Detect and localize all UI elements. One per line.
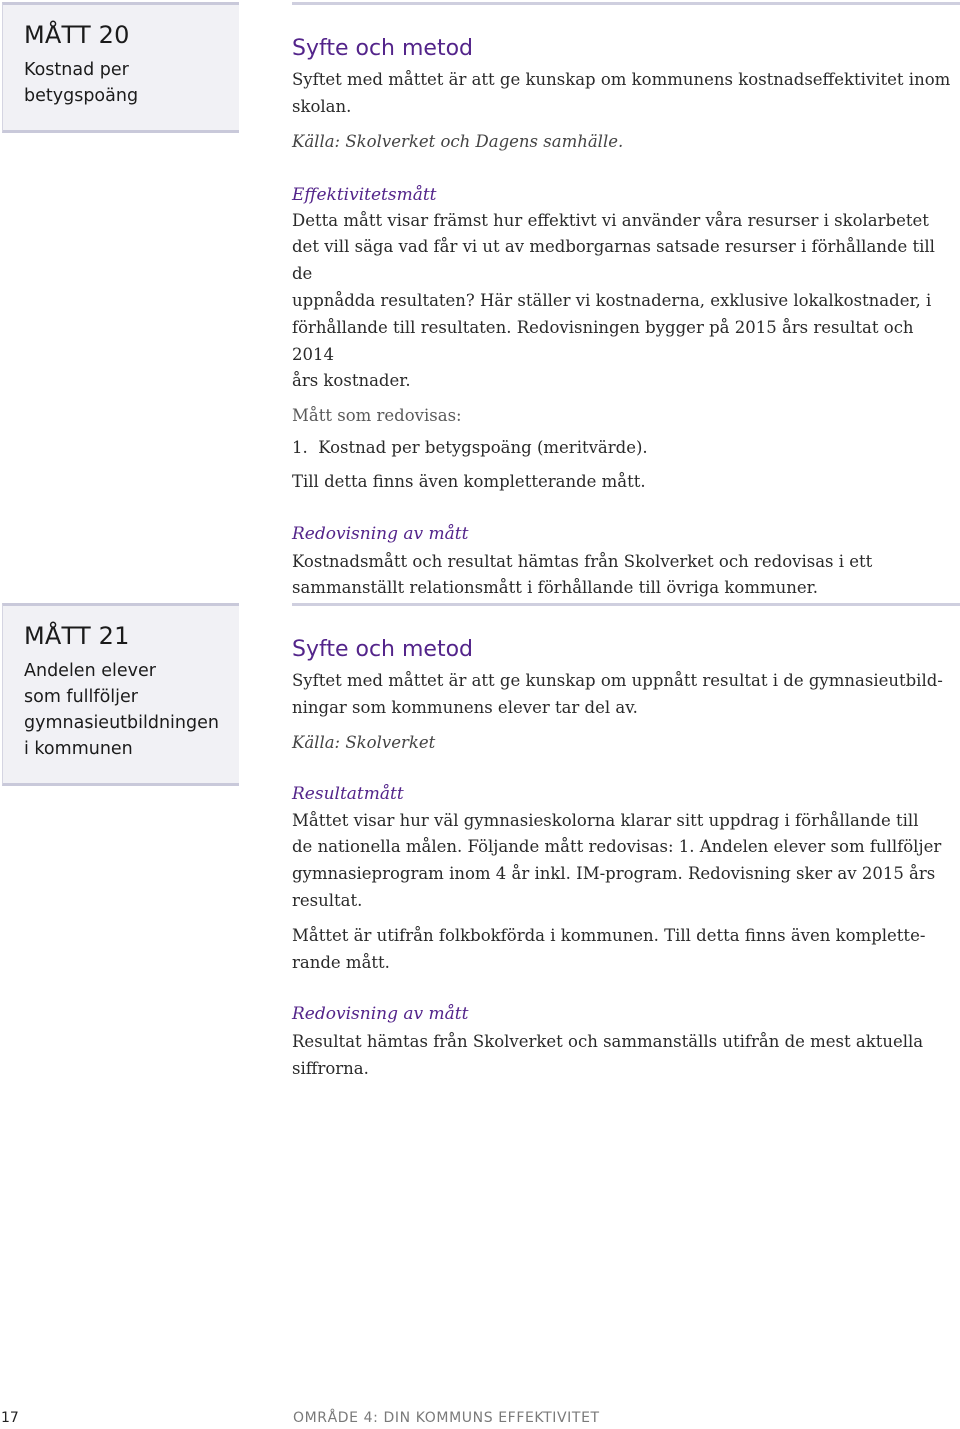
syfte-paragraph bbox=[292, 67, 957, 121]
text-line: rande mått. bbox=[292, 952, 390, 972]
measure-20-content bbox=[292, 34, 957, 602]
redovisning-paragraph bbox=[292, 549, 957, 603]
text-line: års kostnader. bbox=[292, 371, 411, 391]
measure-21-title: MÅTT 21 bbox=[24, 622, 130, 650]
text-line: Resultat hämtas från Skolverket och sammanställs utifrån de mest aktuella bbox=[292, 1032, 924, 1052]
text-line: skolan. bbox=[292, 96, 352, 116]
section-divider bbox=[292, 603, 960, 606]
section-divider bbox=[292, 2, 960, 5]
syfte-heading: Syfte och metod bbox=[292, 637, 474, 662]
syfte-paragraph bbox=[292, 668, 957, 722]
komplettering-text: Till detta finns även kompletterande mått. bbox=[292, 471, 646, 491]
measure-21-content bbox=[292, 635, 957, 1083]
text-line: siffrorna. bbox=[292, 1059, 369, 1079]
source-note: Källa: Skolverket och Dagens samhälle. bbox=[292, 131, 624, 151]
measure-20-subtitle-line: betygspoäng bbox=[24, 86, 139, 106]
redovisning-heading: Redovisning av mått bbox=[292, 523, 469, 544]
page-number: 17 bbox=[1, 1410, 19, 1426]
footer-section-title: OMRÅDE 4: DIN KOMMUNS EFFEKTIVITET bbox=[293, 1410, 600, 1426]
text-line: gymnasieprogram inom 4 år inkl. IM-program. Redovisning sker av 2015 års bbox=[292, 864, 936, 884]
measure-21-subtitle-line: gymnasieutbildningen bbox=[24, 713, 219, 733]
text-line: det vill säga vad får vi ut av medborgarnas satsade resurser i förhållande till de bbox=[292, 237, 935, 284]
measure-21-box bbox=[2, 603, 239, 786]
resultatmatt-heading: Resultatmått bbox=[292, 783, 404, 804]
matt-label: Mått som redovisas: bbox=[292, 406, 462, 426]
redovisning-paragraph bbox=[292, 1029, 957, 1083]
syfte-heading: Syfte och metod bbox=[292, 36, 474, 61]
text-line: sammanställt relationsmått i förhållande till övriga kommuner. bbox=[292, 578, 818, 598]
text-line: förhållande till resultaten. Redovisningen bygger på 2015 års resultat och 2014 bbox=[292, 317, 914, 364]
resultatmatt-paragraph bbox=[292, 808, 957, 915]
text-line: resultat. bbox=[292, 890, 363, 910]
text-line: uppnådda resultaten? Här ställer vi kostnaderna, exklusive lokalkostnader, i bbox=[292, 290, 932, 310]
measure-20-subtitle bbox=[24, 57, 239, 109]
text-line: de nationella målen. Följande mått redovisas: 1. Andelen elever som fullföljer bbox=[292, 837, 942, 857]
measure-20-box bbox=[2, 2, 239, 133]
measure-21-subtitle-line: som fullföljer bbox=[24, 687, 138, 707]
effektivitet-heading: Effektivitetsmått bbox=[292, 184, 437, 205]
measure-21-subtitle-line: Andelen elever bbox=[24, 661, 156, 681]
text-line: Måttet visar hur väl gymnasieskolorna klarar sitt uppdrag i förhållande till bbox=[292, 810, 919, 830]
effektivitet-paragraph bbox=[292, 208, 957, 396]
text-line: Måttet är utifrån folkbokförda i kommunen. Till detta finns även komplette- bbox=[292, 925, 926, 945]
measure-21-subtitle-line: i kommunen bbox=[24, 739, 133, 759]
text-line: Syftet med måttet är att ge kunskap om kommunens kostnadseffektivitet inom bbox=[292, 70, 951, 89]
measure-20-subtitle-line: Kostnad per bbox=[24, 60, 129, 80]
folkbokforda-paragraph bbox=[292, 923, 957, 977]
text-line: ningar som kommunens elever tar del av. bbox=[292, 697, 638, 717]
text-line: Detta mått visar främst hur effektivt vi använder våra resurser i skolarbetet bbox=[292, 210, 929, 230]
source-note: Källa: Skolverket bbox=[292, 732, 436, 752]
measure-21-subtitle bbox=[24, 658, 239, 762]
matt-list-item: 1. Kostnad per betygspoäng (meritvärde). bbox=[292, 437, 648, 457]
measure-20-title: MÅTT 20 bbox=[24, 21, 130, 49]
text-line: Syftet med måttet är att ge kunskap om uppnått resultat i de gymnasieutbild- bbox=[292, 671, 943, 690]
redovisning-heading: Redovisning av mått bbox=[292, 1004, 469, 1025]
text-line: Kostnadsmått och resultat hämtas från Skolverket och redovisas i ett bbox=[292, 551, 873, 571]
